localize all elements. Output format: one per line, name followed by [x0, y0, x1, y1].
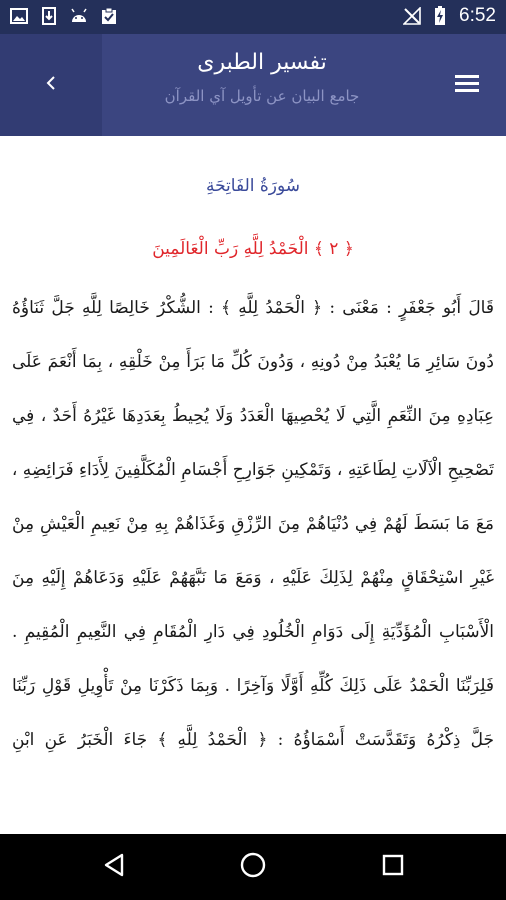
- app-bar: [0, 34, 506, 136]
- app-titles: [110, 46, 414, 105]
- clipboard-check-icon: [100, 7, 118, 25]
- text-line: جَلَّ ذِكْرُهُ وَتَقَدَّسَتْ أَسْمَاؤُهُ : ﴿ الْحَمْدُ لِلَّهِ ﴾ جَاءَ الْخَبَرُ عَنِ ابْنِ: [12, 730, 494, 750]
- tafsir-content[interactable]: [0, 136, 506, 834]
- nav-recents-button[interactable]: [374, 848, 412, 886]
- app-title: تفسير الطبرى: [197, 50, 327, 75]
- text-line: تَصْحِيحِ الْآلَاتِ لِطَاعَتِهِ ، وَتَمْكِينِ جَوَارِحِ أَجْسَامِ الْمُكَلَّفِينَ لِأَدَاءِ فَرَائِضِهِ ،: [12, 460, 494, 480]
- text-line: فَلِرَبِّنَا الْحَمْدُ عَلَى ذَلِكَ كُلِّهِ أَوَّلًا وَآخِرًا . وَبِمَا ذَكَرْنَا مِنْ تَأْوِيلِ قَوْلِ رَبِّنَا: [12, 676, 494, 696]
- surah-title: سُورَةُ الفَاتِحَةِ: [205, 176, 301, 196]
- recents-square-icon: [382, 854, 404, 880]
- text-line: دُونَ سَائِرِ مَا يُعْبَدُ مِنْ دُونِهِ ، وَدُونَ كُلِّ مَا بَرَأَ مِنْ خَلْقِهِ ، بِمَا أَنْعَمَ عَلَى: [12, 352, 494, 372]
- back-button[interactable]: [0, 34, 102, 136]
- text-line: غَيْرِ اسْتِحْقَاقٍ مِنْهُمْ لِذَلِكَ عَلَيْهِ ، وَمَعَ مَا نَبَّهَهُمْ عَلَيْهِ وَدَعَاهُمْ إِلَيْهِ مِنَ: [12, 568, 494, 588]
- text-line: مَعَ مَا بَسَطَ لَهُمْ فِي دُنْيَاهُمْ مِنَ الرِّزْقِ وَغَذَاهُمْ بِهِ مِنْ نَعِيمِ الْعَيْشِ مِنْ: [12, 514, 494, 534]
- status-left-icons: [10, 7, 118, 25]
- back-triangle-icon: [103, 853, 125, 881]
- chevron-left-icon: [44, 73, 58, 97]
- status-time: 6:52: [459, 5, 496, 26]
- app-subtitle: جامع البيان عن تأويل آي القرآن: [164, 87, 360, 105]
- status-bar: [0, 0, 506, 34]
- text-line: قَالَ أَبُو جَعْفَرٍ : مَعْنَى : ﴿ الْحَمْدُ لِلَّهِ ﴾ : الشُّكْرُ خَالِصًا لِلَّهِ جَلَّ ثَنَاؤُهُ: [12, 298, 494, 318]
- nav-back-button[interactable]: [95, 848, 133, 886]
- verse-text: ﴿ ٢ ﴾ الْحَمْدُ لِلَّهِ رَبِّ الْعَالَمِينَ: [152, 239, 354, 259]
- android-icon: [70, 7, 88, 25]
- menu-icon: [455, 73, 479, 97]
- status-right: [403, 5, 496, 27]
- download-icon: [40, 7, 58, 25]
- no-signal-icon: [403, 7, 421, 25]
- image-icon: [10, 7, 28, 25]
- navigation-bar: [0, 834, 506, 900]
- nav-home-button[interactable]: [234, 848, 272, 886]
- text-line: الْأَسْبَابِ الْمُؤَدِّيَةِ إِلَى دَوَامِ الْخُلُودِ فِي دَارِ الْمُقَامِ فِي النَّعِيمِ الْمُقِيمِ .: [12, 622, 494, 642]
- battery-charging-icon: [431, 7, 449, 25]
- tafsir-body: [0, 281, 506, 767]
- text-line: عِبَادِهِ مِنَ النِّعَمِ الَّتِي لَا يُحْصِيهَا الْعَدَدُ وَلَا يُحِيطُ بِعَدَدِهَا غَيْرُهُ أَحَدٌ ، فِي: [12, 406, 494, 426]
- menu-button[interactable]: [452, 70, 482, 100]
- home-circle-icon: [240, 852, 266, 882]
